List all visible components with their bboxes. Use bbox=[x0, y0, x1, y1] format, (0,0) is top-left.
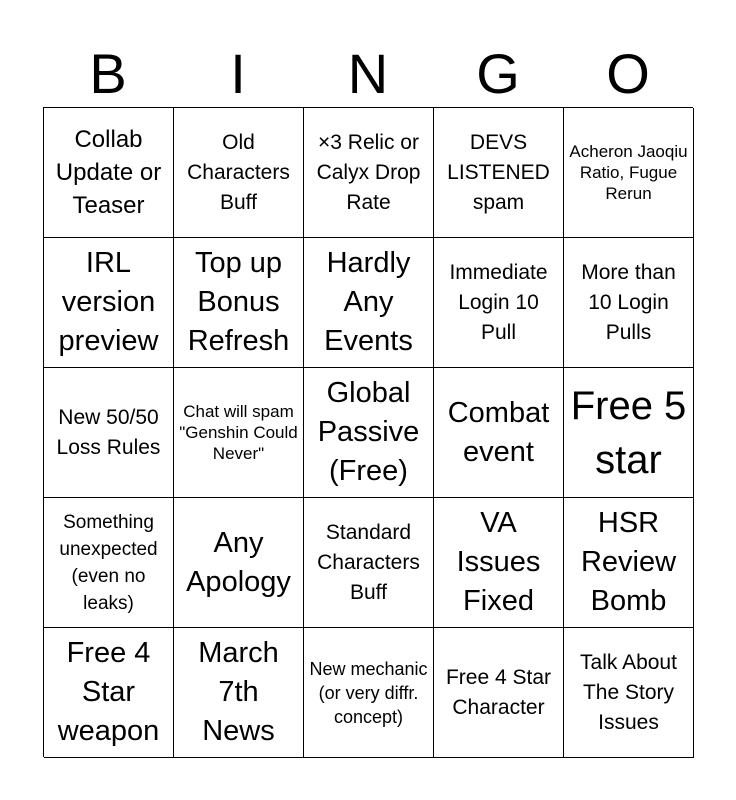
bingo-cell[interactable] bbox=[44, 238, 174, 368]
cell-text: IRL version preview bbox=[58, 247, 159, 357]
cell-text: Standard Characters Buff bbox=[317, 520, 420, 604]
bingo-cell[interactable] bbox=[434, 498, 564, 628]
bingo-header bbox=[43, 38, 693, 110]
bingo-cell[interactable] bbox=[44, 498, 174, 628]
bingo-cell[interactable] bbox=[304, 628, 434, 758]
header-letter-g: G bbox=[476, 42, 520, 105]
cell-text: Combat event bbox=[447, 396, 550, 468]
cell-text: More than 10 Login Pulls bbox=[581, 260, 676, 344]
bingo-cell[interactable] bbox=[564, 498, 694, 628]
cell-text: Old Characters Buff bbox=[187, 130, 290, 214]
cell-text: Something unexpected (even no leaks) bbox=[59, 511, 158, 614]
bingo-cell[interactable] bbox=[44, 368, 174, 498]
bingo-cell[interactable] bbox=[434, 108, 564, 238]
cell-text: Global Passive (Free) bbox=[317, 377, 420, 487]
bingo-cell[interactable] bbox=[434, 368, 564, 498]
bingo-cell[interactable] bbox=[434, 238, 564, 368]
bingo-card bbox=[43, 107, 693, 757]
cell-text: Collab Update or Teaser bbox=[55, 126, 162, 219]
header-letter-i: I bbox=[230, 42, 246, 105]
cell-text: Free 4 Star weapon bbox=[57, 637, 160, 747]
bingo-cell[interactable] bbox=[174, 238, 304, 368]
bingo-cell[interactable] bbox=[174, 108, 304, 238]
cell-text: VA Issues Fixed bbox=[456, 507, 541, 617]
header-letter-b: B bbox=[89, 42, 127, 105]
bingo-cell[interactable] bbox=[174, 628, 304, 758]
bingo-cell[interactable] bbox=[304, 498, 434, 628]
bingo-cell[interactable] bbox=[44, 108, 174, 238]
cell-text: Free 4 Star Character bbox=[445, 665, 552, 719]
cell-text: DEVS LISTENED spam bbox=[447, 130, 550, 214]
cell-text: Any Apology bbox=[186, 526, 291, 598]
cell-text: Top up Bonus Refresh bbox=[187, 247, 290, 357]
cell-text: Immediate Login 10 Pull bbox=[449, 260, 548, 344]
header-letter-o: O bbox=[606, 42, 650, 105]
bingo-cell[interactable] bbox=[564, 628, 694, 758]
bingo-cell[interactable] bbox=[304, 238, 434, 368]
cell-text: New 50/50 Loss Rules bbox=[56, 405, 161, 459]
bingo-cell[interactable] bbox=[434, 628, 564, 758]
cell-text: Talk About The Story Issues bbox=[580, 650, 677, 734]
cell-text: HSR Review Bomb bbox=[580, 507, 677, 617]
bingo-cell[interactable] bbox=[564, 238, 694, 368]
cell-text: New mechanic (or very diffr. concept) bbox=[309, 658, 428, 727]
cell-text: Hardly Any Events bbox=[324, 247, 413, 357]
bingo-cell[interactable] bbox=[44, 628, 174, 758]
cell-text: ×3 Relic or Calyx Drop Rate bbox=[316, 130, 421, 214]
bingo-cell[interactable] bbox=[304, 368, 434, 498]
cell-text: Free 5 star bbox=[570, 383, 687, 482]
header-letter-n: N bbox=[347, 42, 389, 105]
cell-text: March 7th News bbox=[198, 637, 279, 747]
bingo-cell[interactable] bbox=[174, 368, 304, 498]
bingo-cell[interactable] bbox=[564, 108, 694, 238]
bingo-cell[interactable] bbox=[304, 108, 434, 238]
bingo-cell[interactable] bbox=[564, 368, 694, 498]
bingo-cell[interactable] bbox=[174, 498, 304, 628]
cell-text: Acheron Jaoqiu Ratio, Fugue Rerun bbox=[569, 142, 688, 203]
cell-text: Chat will spam "Genshin Could Never" bbox=[179, 402, 298, 463]
